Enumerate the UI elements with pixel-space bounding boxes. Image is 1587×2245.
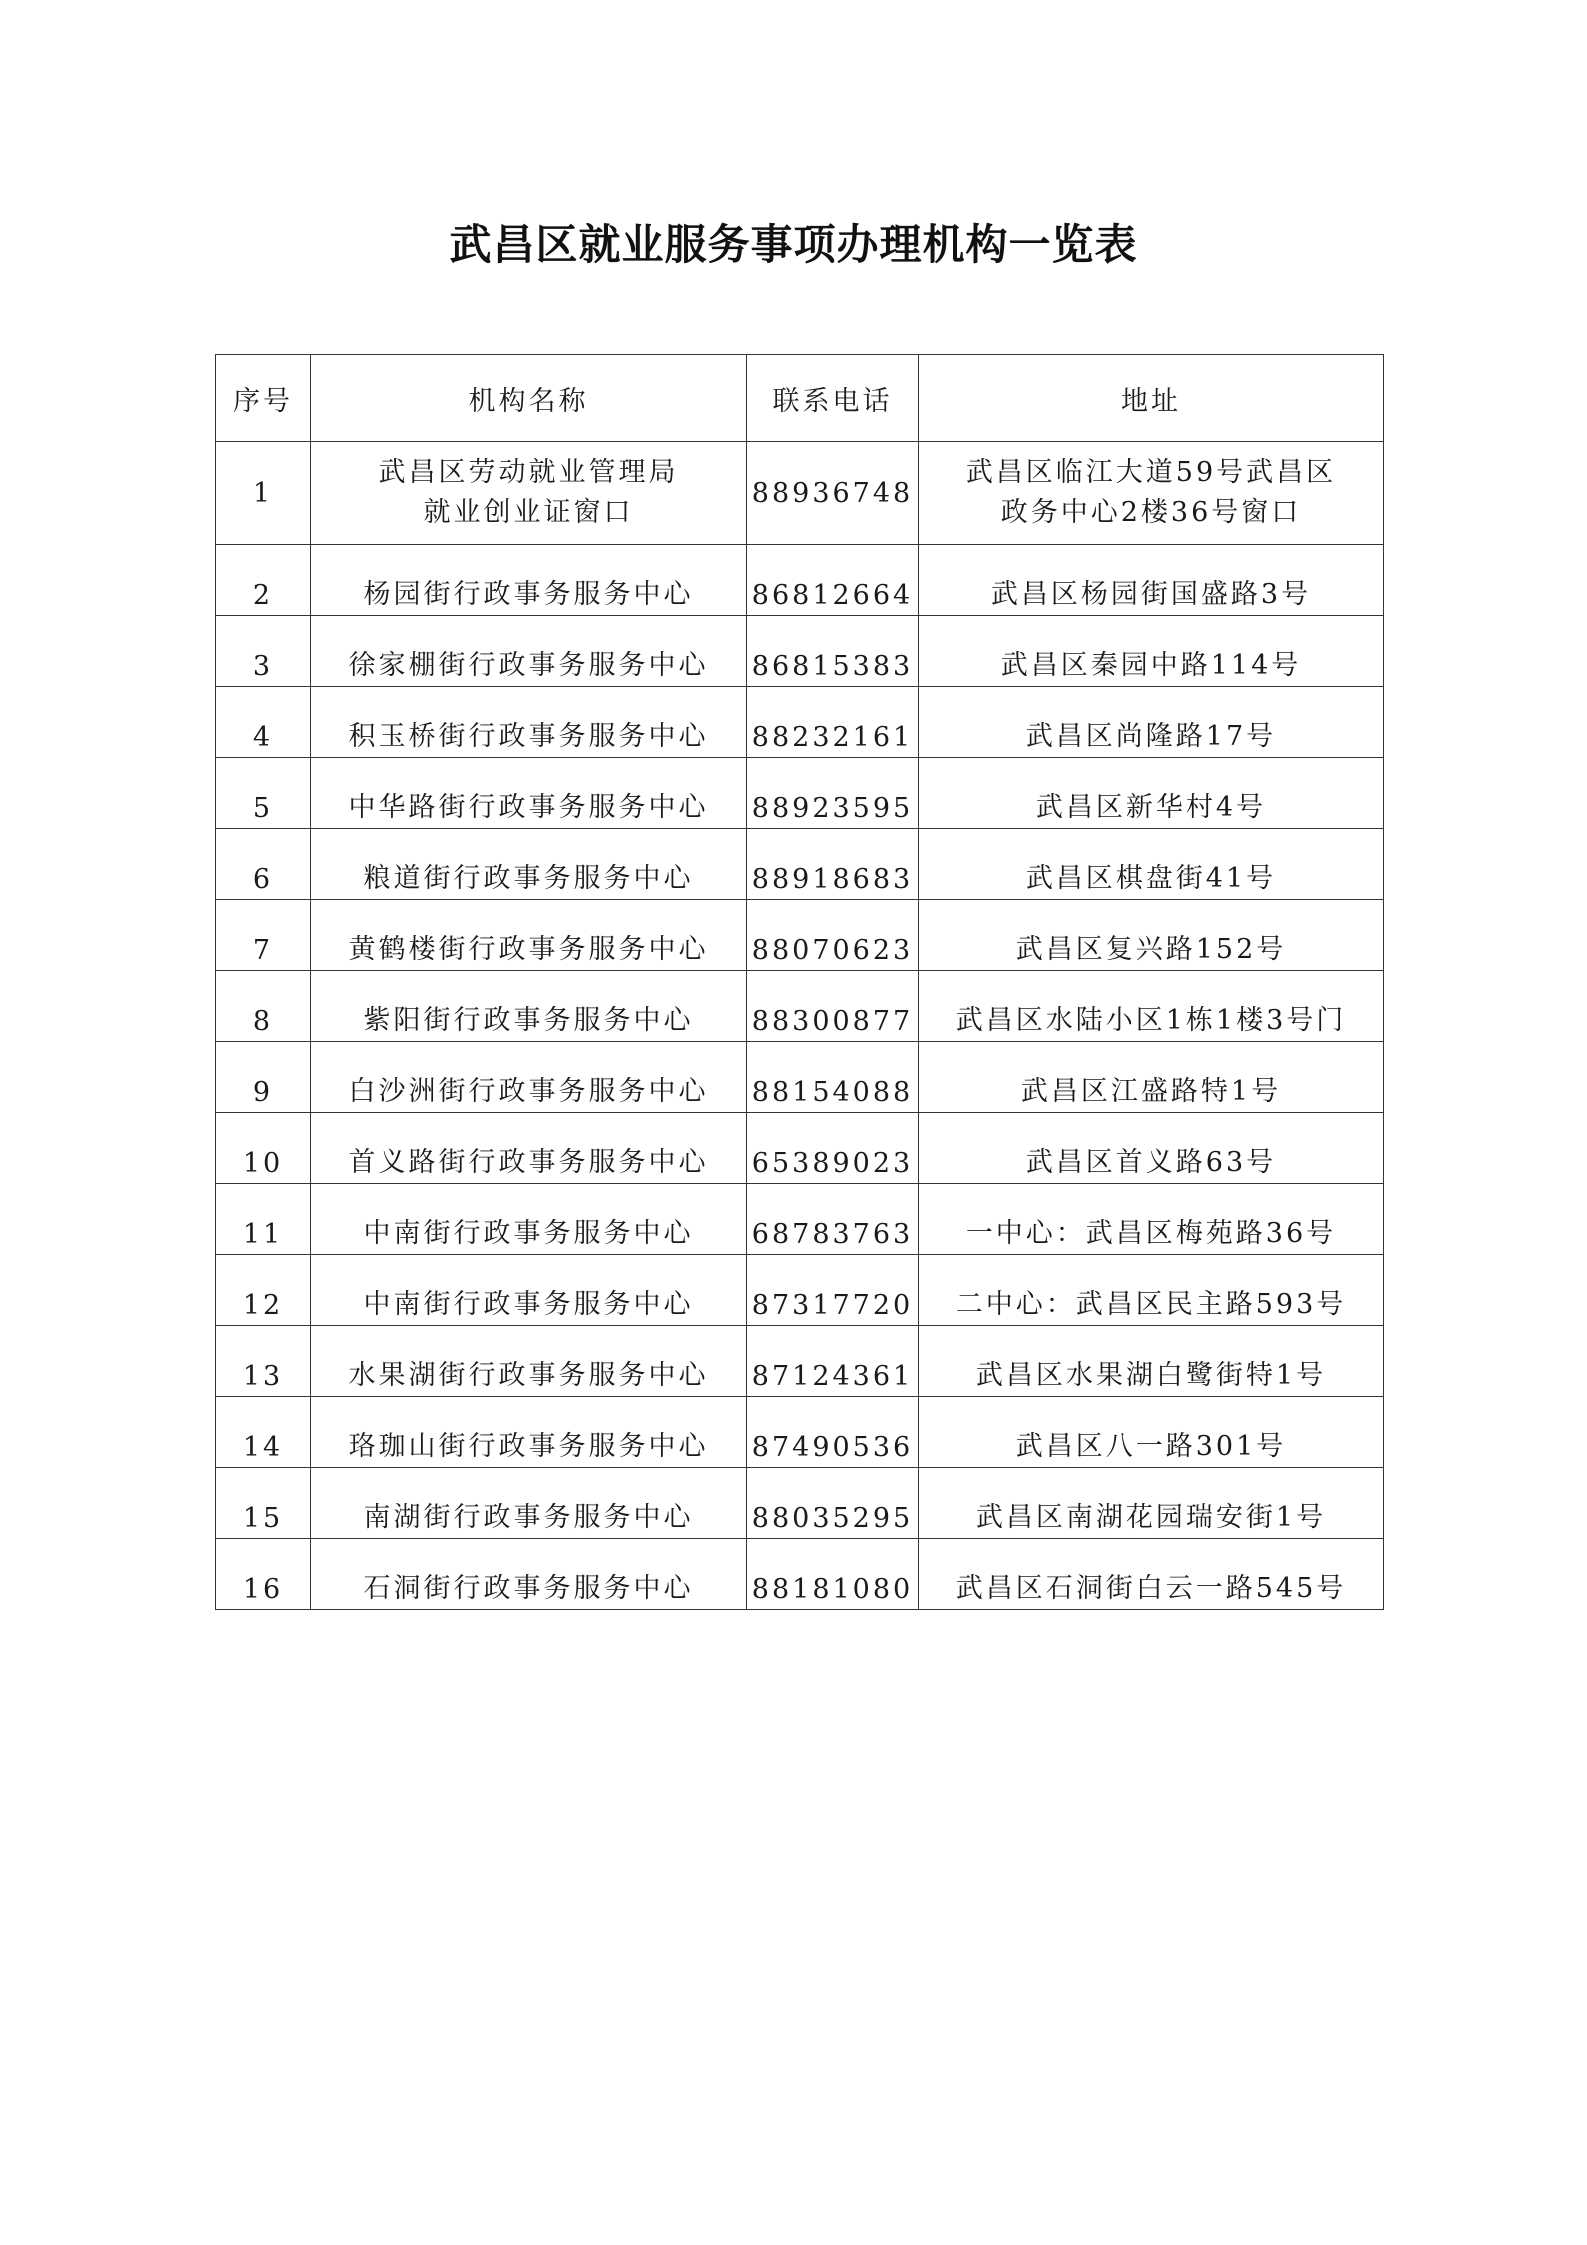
cell-phone: 88070623: [747, 900, 919, 971]
cell-address: 武昌区秦园中路114号: [919, 616, 1384, 687]
cell-address: 武昌区江盛路特1号: [919, 1042, 1384, 1113]
cell-phone: 87317720: [747, 1255, 919, 1326]
cell-serial-number: 13: [216, 1326, 311, 1397]
table-row: [216, 900, 1384, 971]
cell-serial-number: 11: [216, 1184, 311, 1255]
cell-serial-number: 16: [216, 1539, 311, 1610]
cell-address: 武昌区南湖花园瑞安街1号: [919, 1468, 1384, 1539]
cell-agency-name: 中华路街行政事务服务中心: [311, 758, 747, 829]
cell-serial-number: 5: [216, 758, 311, 829]
cell-phone: 88936748: [747, 442, 919, 545]
header-phone: 联系电话: [747, 355, 919, 442]
cell-address: 武昌区石洞街白云一路545号: [919, 1539, 1384, 1610]
table-row: [216, 545, 1384, 616]
cell-agency-name: 紫阳街行政事务服务中心: [311, 971, 747, 1042]
cell-phone: 87490536: [747, 1397, 919, 1468]
cell-address: 一中心：武昌区梅苑路36号: [919, 1184, 1384, 1255]
table-row: [216, 616, 1384, 687]
table-row: [216, 1397, 1384, 1468]
cell-agency-name: 水果湖街行政事务服务中心: [311, 1326, 747, 1397]
cell-agency-name: 首义路街行政事务服务中心: [311, 1113, 747, 1184]
table-row: [216, 758, 1384, 829]
cell-agency-name: 石洞街行政事务服务中心: [311, 1539, 747, 1610]
address-line: 武昌区临江大道59号武昌区: [965, 457, 1337, 488]
cell-address: 武昌区水陆小区1栋1楼3号门: [919, 971, 1384, 1042]
cell-phone: 88035295: [747, 1468, 919, 1539]
cell-serial-number: 6: [216, 829, 311, 900]
header-address: 地址: [919, 355, 1384, 442]
cell-agency-name: 中南街行政事务服务中心: [311, 1184, 747, 1255]
cell-agency-name: 珞珈山街行政事务服务中心: [311, 1397, 747, 1468]
table-row: [216, 1184, 1384, 1255]
cell-agency-name: [311, 442, 747, 545]
cell-phone: 88918683: [747, 829, 919, 900]
cell-phone: 87124361: [747, 1326, 919, 1397]
table-row: [216, 442, 1384, 545]
table-row: [216, 1255, 1384, 1326]
cell-address: 武昌区首义路63号: [919, 1113, 1384, 1184]
page-title: 武昌区就业服务事项办理机构一览表: [449, 220, 1138, 269]
cell-serial-number: 14: [216, 1397, 311, 1468]
cell-address: 武昌区新华村4号: [919, 758, 1384, 829]
agency-name-line: 武昌区劳动就业管理局: [378, 457, 679, 488]
header-agency-name: 机构名称: [311, 355, 747, 442]
cell-phone: 86815383: [747, 616, 919, 687]
cell-agency-name: 杨园街行政事务服务中心: [311, 545, 747, 616]
cell-serial-number: 8: [216, 971, 311, 1042]
cell-agency-name: 徐家棚街行政事务服务中心: [311, 616, 747, 687]
cell-serial-number: 7: [216, 900, 311, 971]
table-header-row: [216, 355, 1384, 442]
cell-serial-number: 15: [216, 1468, 311, 1539]
cell-phone: 65389023: [747, 1113, 919, 1184]
cell-serial-number: 3: [216, 616, 311, 687]
cell-serial-number: 2: [216, 545, 311, 616]
cell-phone: 88181080: [747, 1539, 919, 1610]
cell-serial-number: 9: [216, 1042, 311, 1113]
cell-address: 武昌区复兴路152号: [919, 900, 1384, 971]
cell-serial-number: 4: [216, 687, 311, 758]
cell-serial-number: 10: [216, 1113, 311, 1184]
table-row: [216, 1113, 1384, 1184]
cell-phone: 88300877: [747, 971, 919, 1042]
cell-serial-number: 1: [216, 442, 311, 545]
address-line: 政务中心2楼36号窗口: [1000, 497, 1302, 528]
table-row: [216, 687, 1384, 758]
cell-address: [919, 442, 1384, 545]
table-row: [216, 1326, 1384, 1397]
cell-agency-name: 白沙洲街行政事务服务中心: [311, 1042, 747, 1113]
cell-phone: 68783763: [747, 1184, 919, 1255]
cell-address: 武昌区八一路301号: [919, 1397, 1384, 1468]
cell-serial-number: 12: [216, 1255, 311, 1326]
cell-address: 武昌区水果湖白鹭街特1号: [919, 1326, 1384, 1397]
table-row: [216, 971, 1384, 1042]
cell-agency-name: 粮道街行政事务服务中心: [311, 829, 747, 900]
cell-phone: 86812664: [747, 545, 919, 616]
cell-phone: 88154088: [747, 1042, 919, 1113]
table-row: [216, 1468, 1384, 1539]
agency-name-line: 就业创业证窗口: [423, 497, 634, 528]
table-row: [216, 1539, 1384, 1610]
cell-agency-name: 中南街行政事务服务中心: [311, 1255, 747, 1326]
table-row: [216, 1042, 1384, 1113]
cell-address: 二中心：武昌区民主路593号: [919, 1255, 1384, 1326]
cell-phone: 88923595: [747, 758, 919, 829]
cell-agency-name: 南湖街行政事务服务中心: [311, 1468, 747, 1539]
agency-table: [215, 354, 1384, 1610]
cell-address: 武昌区棋盘街41号: [919, 829, 1384, 900]
cell-agency-name: 黄鹤楼街行政事务服务中心: [311, 900, 747, 971]
cell-address: 武昌区尚隆路17号: [919, 687, 1384, 758]
cell-agency-name: 积玉桥街行政事务服务中心: [311, 687, 747, 758]
cell-phone: 88232161: [747, 687, 919, 758]
cell-address: 武昌区杨园街国盛路3号: [919, 545, 1384, 616]
header-serial-number: 序号: [216, 355, 311, 442]
table-row: [216, 829, 1384, 900]
